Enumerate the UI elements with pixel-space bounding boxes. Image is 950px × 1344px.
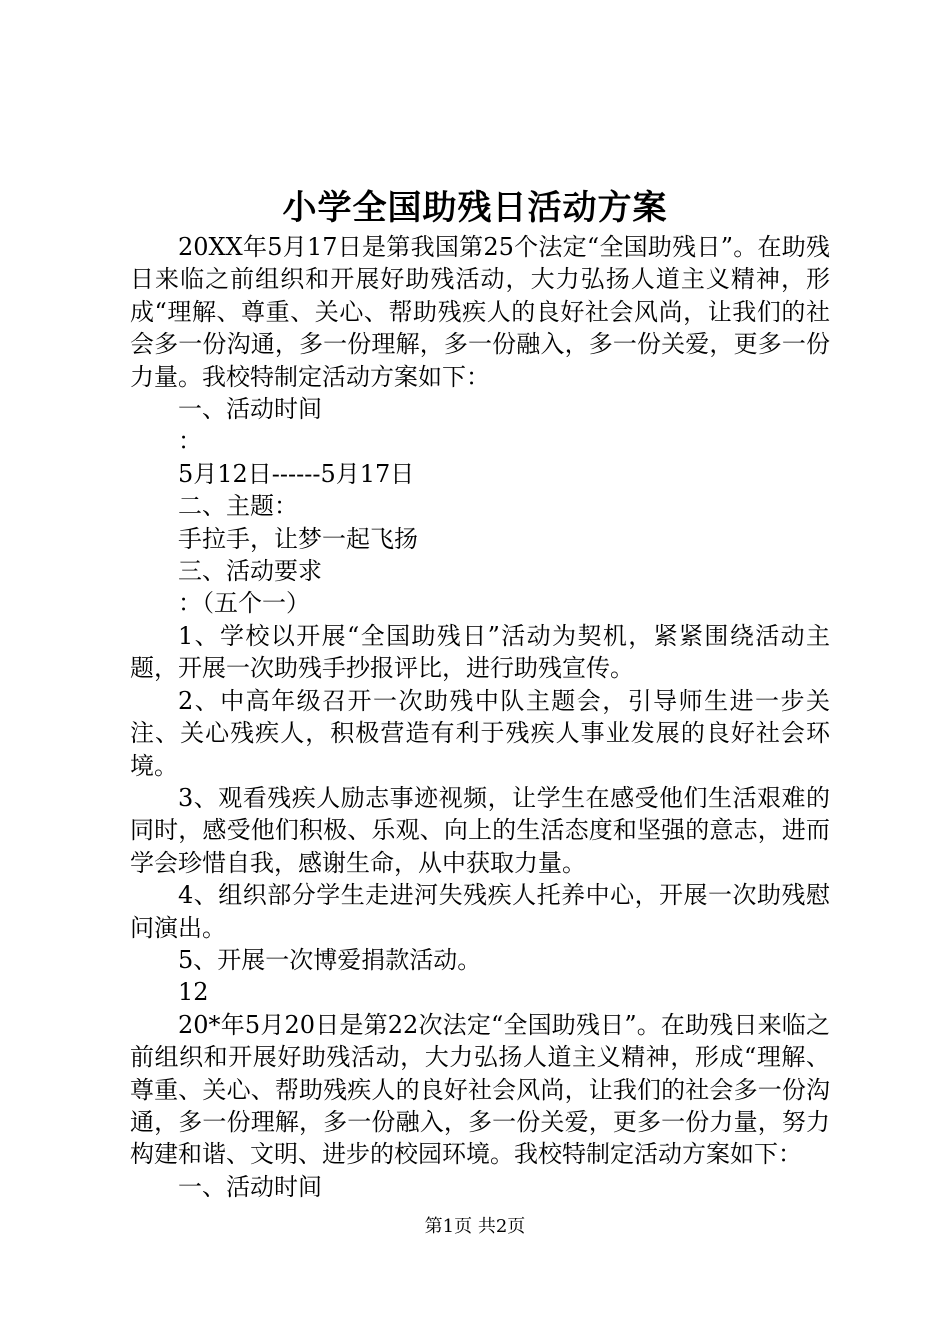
section-heading-time: 一、活动时间: [178, 395, 322, 424]
list-item-2: 2、中高年级召开一次助残中队主题会，引导师生进一步关注、关心残疾人，积极营造有利于残疾人事业发展的良好社会环境。: [130, 686, 830, 780]
section-heading-theme: 二、主题：: [178, 492, 298, 521]
list-item-3: 3、观看残疾人励志事迹视频，让学生在感受他们生活艰难的同时，感受他们积极、乐观、向上的生活态度和坚强的意志，进而学会珍惜自我，感谢生命，从中获取力量。: [130, 783, 830, 877]
list-item-5: 5、开展一次博爱捐款活动。: [178, 945, 482, 974]
section-heading-time-2: 一、活动时间: [178, 1172, 322, 1201]
paragraph-second-intro: 20*年5月20日是第22次法定“全国助残日”。在助残日来临之前组织和开展好助残活动，大力弘扬人道主义精神，形成“理解、尊重、关心、帮助残疾人的良好社会风尚，让我们的社会多一份沟通，多一份理解，多一份融入，多一份关爱，更多一份力量，努力构建和谐、文明、进步的校园环境。我校特制定活动方案如下：: [130, 1010, 830, 1169]
paragraph-intro: 20XX年5月17日是第我国第25个法定“全国助残日”。在助残日来临之前组织和开展好助残活动，大力弘扬人道主义精神，形成“理解、尊重、关心、帮助残疾人的良好社会风尚，让我们的社会多一份沟通，多一份理解，多一份融入，多一份关爱，更多一份力量。我校特制定活动方案如下：: [130, 233, 830, 391]
document-body: [130, 231, 830, 1203]
document-title: 小学全国助残日活动方案: [282, 188, 668, 228]
requirements-note: ：（五个一）: [178, 589, 310, 618]
number-line: 12: [178, 978, 209, 1007]
date-range: 5月12日------5月17日: [178, 459, 415, 488]
list-item-1: 1、学校以开展“全国助残日”活动为契机，紧紧围绕活动主题，开展一次助残手抄报评比，进行助残宣传。: [130, 621, 830, 683]
list-item-4: 4、组织部分学生走进河失残疾人托养中心，开展一次助残慰问演出。: [130, 881, 830, 942]
page-footer: 第1页 共2页: [424, 1216, 526, 1237]
colon-line: ：: [178, 427, 202, 456]
section-heading-requirements: 三、活动要求: [178, 557, 322, 586]
theme-text: 手拉手，让梦一起飞扬: [178, 524, 418, 553]
